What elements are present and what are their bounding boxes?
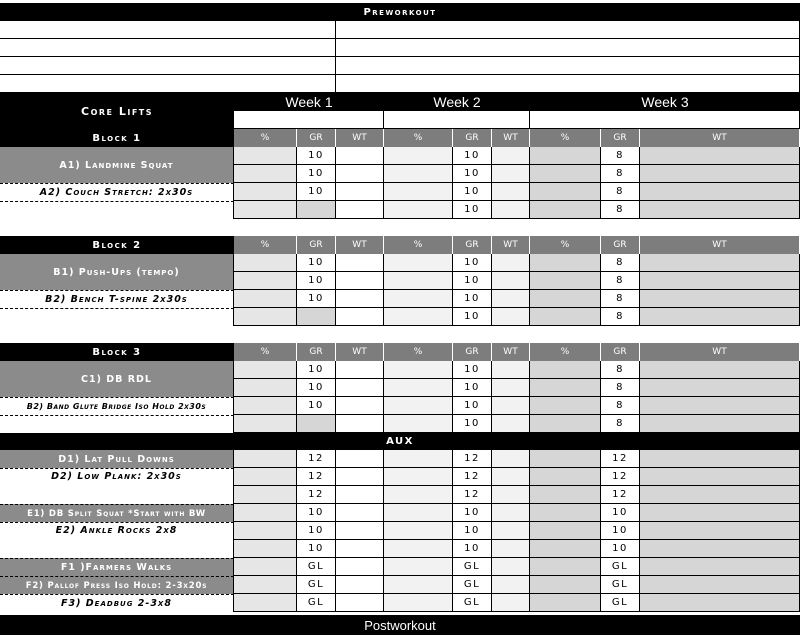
input-cell[interactable] bbox=[234, 468, 297, 486]
preworkout-note-left[interactable] bbox=[0, 21, 336, 39]
exercise-name: A1) Landmine Squat bbox=[0, 147, 234, 183]
input-cell[interactable] bbox=[384, 576, 453, 594]
column-header: WT bbox=[492, 343, 530, 361]
reps-cell: 10 bbox=[297, 147, 336, 165]
input-cell[interactable] bbox=[640, 415, 800, 433]
reps-cell: 8 bbox=[601, 397, 640, 415]
reps-cell: 10 bbox=[297, 272, 336, 290]
postworkout-header: Postworkout bbox=[0, 615, 800, 635]
column-header: GR bbox=[601, 236, 640, 254]
week-label-1: Week 1 bbox=[234, 93, 384, 111]
input-cell[interactable] bbox=[234, 486, 297, 504]
input-cell[interactable] bbox=[234, 397, 297, 415]
input-cell[interactable] bbox=[384, 468, 453, 486]
reps-cell bbox=[297, 201, 336, 219]
column-header: % bbox=[384, 343, 453, 361]
exercise-name: D1) Lat Pull Downs bbox=[0, 450, 234, 468]
input-cell[interactable] bbox=[234, 415, 297, 433]
input-cell[interactable] bbox=[492, 272, 530, 290]
input-cell[interactable] bbox=[530, 504, 601, 522]
reps-cell: 12 bbox=[453, 450, 492, 468]
input-cell[interactable] bbox=[492, 522, 530, 540]
reps-cell: 10 bbox=[297, 254, 336, 272]
input-cell[interactable] bbox=[336, 254, 384, 272]
reps-cell: GL bbox=[601, 594, 640, 612]
input-cell[interactable] bbox=[384, 450, 453, 468]
column-header: WT bbox=[640, 236, 800, 254]
input-cell[interactable] bbox=[384, 379, 453, 397]
column-header: % bbox=[530, 343, 601, 361]
input-cell[interactable] bbox=[234, 504, 297, 522]
input-cell[interactable] bbox=[530, 415, 601, 433]
input-cell[interactable] bbox=[336, 290, 384, 308]
input-cell[interactable] bbox=[492, 165, 530, 183]
input-cell[interactable] bbox=[530, 308, 601, 326]
reps-cell: 10 bbox=[453, 272, 492, 290]
reps-cell: GL bbox=[453, 558, 492, 576]
input-cell[interactable] bbox=[336, 504, 384, 522]
input-cell[interactable] bbox=[640, 272, 800, 290]
reps-cell: GL bbox=[453, 576, 492, 594]
column-header: GR bbox=[297, 129, 336, 147]
input-cell[interactable] bbox=[336, 558, 384, 576]
block-title: Block 1 bbox=[0, 129, 234, 147]
exercise-name: C1) DB RDL bbox=[0, 361, 234, 397]
reps-cell: 8 bbox=[601, 308, 640, 326]
reps-cell: 10 bbox=[453, 415, 492, 433]
input-cell[interactable] bbox=[384, 504, 453, 522]
input-cell[interactable] bbox=[492, 486, 530, 504]
input-cell[interactable] bbox=[530, 201, 601, 219]
input-cell[interactable] bbox=[492, 254, 530, 272]
input-cell[interactable] bbox=[336, 397, 384, 415]
input-cell[interactable] bbox=[492, 450, 530, 468]
reps-cell: 10 bbox=[453, 397, 492, 415]
input-cell[interactable] bbox=[336, 183, 384, 201]
input-cell[interactable] bbox=[384, 165, 453, 183]
input-cell[interactable] bbox=[384, 594, 453, 612]
column-header: WT bbox=[336, 343, 384, 361]
aux-header: AUX bbox=[0, 433, 800, 450]
input-cell[interactable] bbox=[384, 486, 453, 504]
preworkout-note-left[interactable] bbox=[0, 39, 336, 57]
reps-cell: 10 bbox=[297, 165, 336, 183]
column-header: GR bbox=[453, 236, 492, 254]
reps-cell: 10 bbox=[453, 379, 492, 397]
exercise-name: B2) Bench T-spine 2x30s bbox=[0, 290, 234, 308]
input-cell[interactable] bbox=[384, 272, 453, 290]
input-cell[interactable] bbox=[384, 397, 453, 415]
reps-cell bbox=[297, 415, 336, 433]
core-lifts-title: Core Lifts bbox=[0, 93, 234, 129]
reps-cell: 8 bbox=[601, 361, 640, 379]
reps-cell: GL bbox=[601, 558, 640, 576]
input-cell[interactable] bbox=[492, 468, 530, 486]
column-header: % bbox=[384, 129, 453, 147]
input-cell[interactable] bbox=[492, 361, 530, 379]
input-cell[interactable] bbox=[492, 594, 530, 612]
reps-cell: GL bbox=[297, 558, 336, 576]
column-header: GR bbox=[453, 129, 492, 147]
input-cell[interactable] bbox=[530, 558, 601, 576]
input-cell[interactable] bbox=[384, 558, 453, 576]
input-cell[interactable] bbox=[492, 397, 530, 415]
input-cell[interactable] bbox=[530, 379, 601, 397]
input-cell[interactable] bbox=[234, 272, 297, 290]
reps-cell: 10 bbox=[453, 165, 492, 183]
input-cell[interactable] bbox=[492, 576, 530, 594]
input-cell[interactable] bbox=[234, 183, 297, 201]
input-cell[interactable] bbox=[384, 290, 453, 308]
reps-cell: 8 bbox=[601, 415, 640, 433]
input-cell[interactable] bbox=[336, 594, 384, 612]
reps-cell: 10 bbox=[453, 504, 492, 522]
reps-cell: GL bbox=[297, 594, 336, 612]
input-cell[interactable] bbox=[384, 147, 453, 165]
reps-cell: GL bbox=[297, 576, 336, 594]
input-cell[interactable] bbox=[530, 576, 601, 594]
exercise-name: E2) Ankle Rocks 2x8 bbox=[0, 522, 234, 558]
preworkout-note-left[interactable] bbox=[0, 75, 336, 93]
column-header: WT bbox=[336, 129, 384, 147]
reps-cell: 8 bbox=[601, 290, 640, 308]
input-cell[interactable] bbox=[640, 594, 800, 612]
reps-cell: 8 bbox=[601, 147, 640, 165]
input-cell[interactable] bbox=[234, 540, 297, 558]
preworkout-note-right[interactable] bbox=[336, 57, 800, 75]
reps-cell: 10 bbox=[297, 183, 336, 201]
exercise-name: F3) Deadbug 2-3x8 bbox=[0, 594, 234, 612]
input-cell[interactable] bbox=[384, 183, 453, 201]
input-cell[interactable] bbox=[384, 522, 453, 540]
input-cell[interactable] bbox=[640, 486, 800, 504]
input-cell[interactable] bbox=[336, 361, 384, 379]
column-header: GR bbox=[453, 343, 492, 361]
preworkout-header: Preworkout bbox=[0, 3, 800, 21]
input-cell[interactable] bbox=[530, 594, 601, 612]
reps-cell: 12 bbox=[601, 486, 640, 504]
reps-cell: 10 bbox=[601, 540, 640, 558]
reps-cell: 8 bbox=[601, 272, 640, 290]
block-title: Block 3 bbox=[0, 343, 234, 361]
input-cell[interactable] bbox=[336, 415, 384, 433]
input-cell[interactable] bbox=[640, 254, 800, 272]
exercise-spacer bbox=[0, 308, 234, 326]
reps-cell: 10 bbox=[297, 540, 336, 558]
reps-cell: 10 bbox=[453, 201, 492, 219]
input-cell[interactable] bbox=[530, 522, 601, 540]
input-cell[interactable] bbox=[336, 468, 384, 486]
reps-cell: 10 bbox=[297, 397, 336, 415]
input-cell[interactable] bbox=[234, 147, 297, 165]
input-cell[interactable] bbox=[384, 415, 453, 433]
input-cell[interactable] bbox=[336, 450, 384, 468]
input-cell[interactable] bbox=[640, 397, 800, 415]
input-cell[interactable] bbox=[234, 576, 297, 594]
reps-cell: 12 bbox=[453, 486, 492, 504]
column-header: GR bbox=[297, 236, 336, 254]
input-cell[interactable] bbox=[640, 522, 800, 540]
input-cell[interactable] bbox=[492, 290, 530, 308]
reps-cell: 10 bbox=[453, 540, 492, 558]
input-cell[interactable] bbox=[492, 183, 530, 201]
input-cell[interactable] bbox=[530, 450, 601, 468]
preworkout-note-left[interactable] bbox=[0, 57, 336, 75]
reps-cell: GL bbox=[453, 594, 492, 612]
reps-cell: 10 bbox=[453, 254, 492, 272]
input-cell[interactable] bbox=[530, 397, 601, 415]
input-cell[interactable] bbox=[530, 165, 601, 183]
exercise-name: B2) Band Glute Bridge Iso Hold 2x30s bbox=[0, 397, 234, 415]
input-cell[interactable] bbox=[234, 379, 297, 397]
preworkout-note-right[interactable] bbox=[336, 75, 800, 93]
reps-cell: 8 bbox=[601, 201, 640, 219]
week-label-2: Week 2 bbox=[384, 93, 530, 111]
input-cell[interactable] bbox=[640, 183, 800, 201]
input-cell[interactable] bbox=[640, 558, 800, 576]
reps-cell: 12 bbox=[601, 450, 640, 468]
input-cell[interactable] bbox=[640, 504, 800, 522]
reps-cell: 10 bbox=[297, 361, 336, 379]
input-cell[interactable] bbox=[492, 308, 530, 326]
column-header: % bbox=[234, 129, 297, 147]
input-cell[interactable] bbox=[336, 308, 384, 326]
reps-cell: GL bbox=[601, 576, 640, 594]
input-cell[interactable] bbox=[336, 379, 384, 397]
reps-cell bbox=[297, 308, 336, 326]
input-cell[interactable] bbox=[336, 576, 384, 594]
input-cell[interactable] bbox=[640, 165, 800, 183]
input-cell[interactable] bbox=[384, 540, 453, 558]
input-cell[interactable] bbox=[492, 504, 530, 522]
input-cell[interactable] bbox=[234, 165, 297, 183]
column-header: % bbox=[530, 129, 601, 147]
input-cell[interactable] bbox=[640, 468, 800, 486]
exercise-name: F1 )Farmers Walks bbox=[0, 558, 234, 576]
input-cell[interactable] bbox=[234, 558, 297, 576]
column-header: WT bbox=[492, 236, 530, 254]
reps-cell: 10 bbox=[297, 290, 336, 308]
week-1-note[interactable] bbox=[234, 111, 384, 129]
input-cell[interactable] bbox=[234, 361, 297, 379]
reps-cell: 10 bbox=[453, 522, 492, 540]
reps-cell: 10 bbox=[453, 290, 492, 308]
preworkout-note-right[interactable] bbox=[336, 21, 800, 39]
reps-cell: 8 bbox=[601, 183, 640, 201]
exercise-name: A2) Couch Stretch: 2x30s bbox=[0, 183, 234, 201]
input-cell[interactable] bbox=[336, 165, 384, 183]
input-cell[interactable] bbox=[492, 558, 530, 576]
exercise-name: B1) Push-Ups (tempo) bbox=[0, 254, 234, 290]
input-cell[interactable] bbox=[336, 486, 384, 504]
week-2-note[interactable] bbox=[384, 111, 530, 129]
reps-cell: 12 bbox=[297, 468, 336, 486]
column-header: GR bbox=[601, 343, 640, 361]
week-3-note[interactable] bbox=[530, 111, 800, 129]
column-header: % bbox=[234, 343, 297, 361]
reps-cell: 8 bbox=[601, 165, 640, 183]
reps-cell: 10 bbox=[297, 504, 336, 522]
input-cell[interactable] bbox=[336, 540, 384, 558]
input-cell[interactable] bbox=[336, 201, 384, 219]
reps-cell: 10 bbox=[297, 379, 336, 397]
reps-cell: 10 bbox=[297, 522, 336, 540]
column-header: GR bbox=[601, 129, 640, 147]
input-cell[interactable] bbox=[234, 201, 297, 219]
block-title: Block 2 bbox=[0, 236, 234, 254]
input-cell[interactable] bbox=[530, 147, 601, 165]
input-cell[interactable] bbox=[530, 486, 601, 504]
reps-cell: 8 bbox=[601, 254, 640, 272]
input-cell[interactable] bbox=[640, 576, 800, 594]
reps-cell: 12 bbox=[297, 486, 336, 504]
input-cell[interactable] bbox=[530, 468, 601, 486]
column-header: % bbox=[530, 236, 601, 254]
reps-cell: 10 bbox=[453, 147, 492, 165]
input-cell[interactable] bbox=[234, 290, 297, 308]
input-cell[interactable] bbox=[336, 522, 384, 540]
preworkout-note-right[interactable] bbox=[336, 39, 800, 57]
reps-cell: 10 bbox=[601, 504, 640, 522]
input-cell[interactable] bbox=[234, 254, 297, 272]
input-cell[interactable] bbox=[234, 450, 297, 468]
input-cell[interactable] bbox=[640, 147, 800, 165]
input-cell[interactable] bbox=[234, 594, 297, 612]
reps-cell: 10 bbox=[453, 183, 492, 201]
input-cell[interactable] bbox=[384, 201, 453, 219]
input-cell[interactable] bbox=[640, 450, 800, 468]
input-cell[interactable] bbox=[530, 183, 601, 201]
input-cell[interactable] bbox=[492, 201, 530, 219]
input-cell[interactable] bbox=[336, 147, 384, 165]
exercise-name: E1) DB Split Squat *Start with BW bbox=[0, 504, 234, 522]
input-cell[interactable] bbox=[384, 361, 453, 379]
column-header: % bbox=[384, 236, 453, 254]
input-cell[interactable] bbox=[640, 379, 800, 397]
exercise-spacer bbox=[0, 415, 234, 433]
input-cell[interactable] bbox=[530, 290, 601, 308]
column-header: GR bbox=[297, 343, 336, 361]
input-cell[interactable] bbox=[384, 308, 453, 326]
input-cell[interactable] bbox=[492, 147, 530, 165]
input-cell[interactable] bbox=[530, 254, 601, 272]
column-header: % bbox=[234, 236, 297, 254]
input-cell[interactable] bbox=[492, 540, 530, 558]
reps-cell: 10 bbox=[453, 361, 492, 379]
input-cell[interactable] bbox=[336, 272, 384, 290]
input-cell[interactable] bbox=[492, 379, 530, 397]
exercise-spacer bbox=[0, 201, 234, 219]
exercise-name: F2) Pallof Press Iso Hold: 2-3x20s bbox=[0, 576, 234, 594]
input-cell[interactable] bbox=[640, 540, 800, 558]
exercise-name: D2) Low Plank: 2x30s bbox=[0, 468, 234, 504]
input-cell[interactable] bbox=[234, 308, 297, 326]
week-label-3: Week 3 bbox=[530, 93, 800, 111]
input-cell[interactable] bbox=[384, 254, 453, 272]
input-cell[interactable] bbox=[492, 415, 530, 433]
input-cell[interactable] bbox=[640, 361, 800, 379]
input-cell[interactable] bbox=[530, 361, 601, 379]
input-cell[interactable] bbox=[640, 201, 800, 219]
input-cell[interactable] bbox=[234, 522, 297, 540]
reps-cell: 12 bbox=[297, 450, 336, 468]
column-header: WT bbox=[640, 343, 800, 361]
column-header: WT bbox=[492, 129, 530, 147]
reps-cell: 12 bbox=[453, 468, 492, 486]
reps-cell: 12 bbox=[601, 468, 640, 486]
column-header: WT bbox=[336, 236, 384, 254]
reps-cell: 8 bbox=[601, 379, 640, 397]
reps-cell: 10 bbox=[601, 522, 640, 540]
reps-cell: 10 bbox=[453, 308, 492, 326]
input-cell[interactable] bbox=[530, 540, 601, 558]
input-cell[interactable] bbox=[530, 272, 601, 290]
column-header: WT bbox=[640, 129, 800, 147]
input-cell[interactable] bbox=[640, 308, 800, 326]
input-cell[interactable] bbox=[640, 290, 800, 308]
